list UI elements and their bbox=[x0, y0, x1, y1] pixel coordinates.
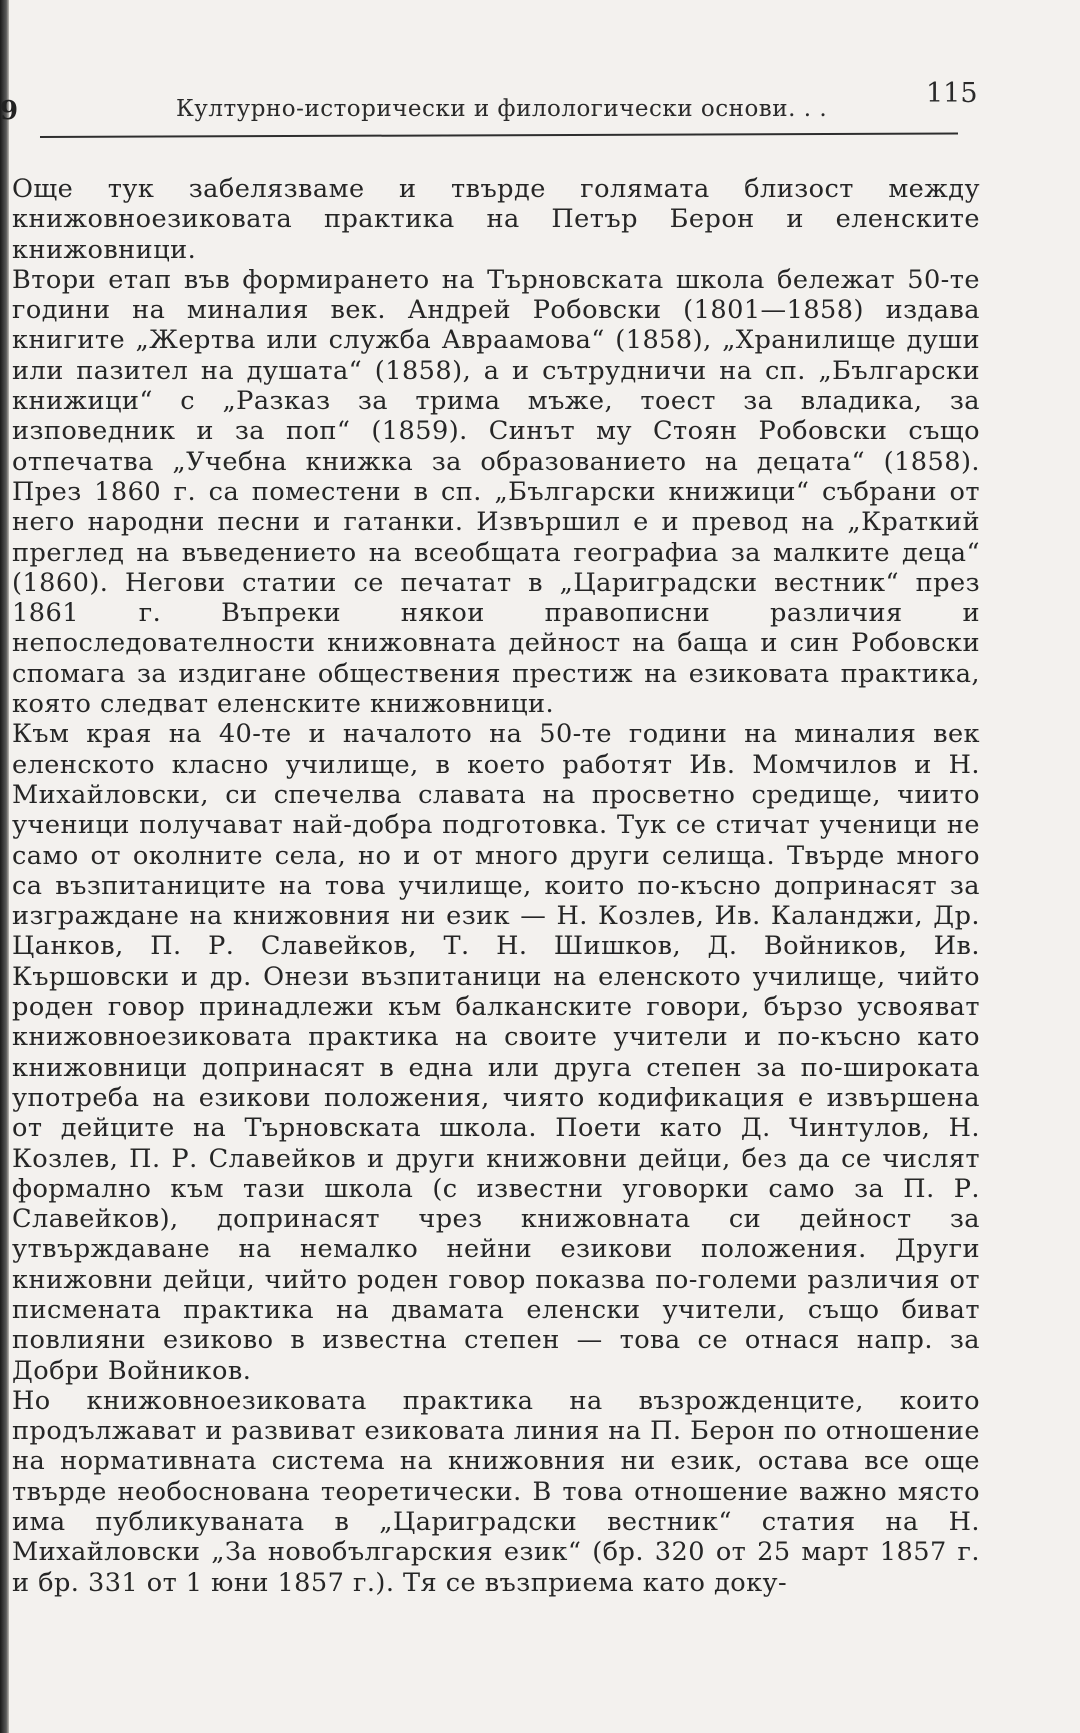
body-text bbox=[12, 174, 980, 1598]
margin-mark: 9 bbox=[0, 96, 19, 126]
running-title: Културно-исторически и филологически основи. . . bbox=[176, 96, 828, 122]
paragraph-1: Още тук забелязваме и твърде голямата близост между книжовноезиковата практика на Петър Берон и еленските книжовници. bbox=[12, 174, 980, 265]
page-number: 115 bbox=[926, 78, 978, 109]
header-rule bbox=[40, 132, 958, 138]
paragraph-3: Към края на 40-те и началото на 50-те години на миналия век еленското класно училище, в което работят Ив. Момчилов и Н. Михайловски, си спечелва славата на просветно средище, чиито ученици получават най-добра подготовка. Тук се стичат ученици не само от околните села, но и от много други селища. Твърде много са възпитаниците на това училище, които по-късно допринасят за изграждане на книжовния ни език — Н. Козлев, Ив. Каланджи, Др. Цанков, П. Р. Славейков, Т. Н. Шишков, Д. Войников, Ив. Кършовски и др. Онези възпитаници на еленското училище, чийто роден говор принадлежи към балканските говори, бързо усвояват книжовноезиковата практика на своите учители и по-късно като книжовници допринасят в една или друга степен за по-широката употреба на езикови положения, чиято кодификация е извършена от дейците на Търновската школа. Поети като Д. Чинтулов, Н. Козлев, П. Р. Славейков и други книжовни дейци, без да се числят формално към тази школа (с известни уговорки само за П. Р. Славейков), допринасят чрез книжовната си дейност за утвърждаване на немалко нейни езикови положения. Други книжовни дейци, чийто роден говор показва по-големи различия от писмената практика на двамата еленски учители, също биват повлияни езиково в известна степен — това се отнася напр. за Добри Войников. bbox=[12, 719, 980, 1386]
book-spine-shadow bbox=[0, 0, 9, 1733]
paragraph-2: Втори етап във формирането на Търновската школа бележат 50-те години на миналия век. Андрей Робовски (1801—1858) издава книгите „Жертва или служба Авраамова“ (1858), „Хранилище души или пазител на душата“ (1858), а и сътрудничи на сп. „Български книжици“ с „Разказ за трима мъже, тоест за владика, за изповедник и за поп“ (1859). Синът му Стоян Робовски също отпечатва „Учебна книжка за образованието на децата“ (1858). През 1860 г. са поместени в сп. „Български книжици“ събрани от него народни песни и гатанки. Извършил е и превод на „Краткий преглед на въведението на всеобщата географиа за малките деца“ (1860). Негови статии се печатат в „Цариградски вестник“ през 1861 г. Въпреки някои правописни различия и непоследователности книжовната дейност на баща и син Робовски спомага за издигане обществения престиж на езиковата практика, която следват еленските книжовници. bbox=[12, 264, 980, 720]
page-header bbox=[0, 0, 1080, 150]
paragraph-4: Но книжовноезиковата практика на възрожденците, които продължават и развиват езиковата линия на П. Берон по отношение на нормативната система на книжовния ни език, остава все още твърде необоснована теоретически. В това отношение важно място има публикуваната в „Цариградски вестник“ статия на Н. Михайловски „За новобългарския език“ (бр. 320 от 25 март 1857 г. и бр. 331 от 1 юни 1857 г.). Тя се възприема като доку- bbox=[12, 1385, 980, 1598]
